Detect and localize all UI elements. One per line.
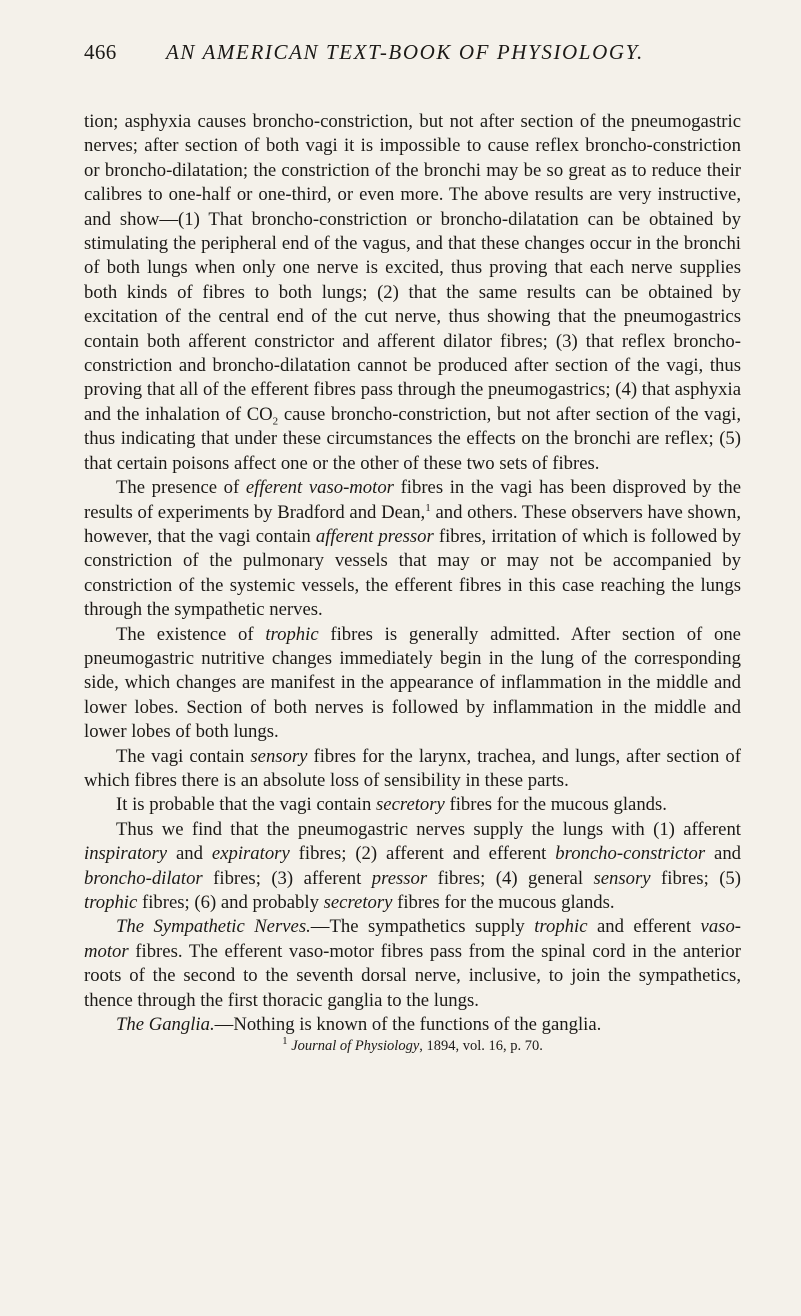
text-run: fibres in the vagi has been disproved by the results of experiments by Bradford and Dean, (84, 477, 741, 523)
page-number: 466 (84, 40, 117, 64)
italic-term: secretory (376, 794, 445, 816)
text-run: fibres. The efferent vaso-motor fibres pass from the spinal cord in the anterior roots of the second to the seventh dorsal nerve, inclusive, to join the sympathetics, thence through the first thoracic ganglia to the lungs. (84, 940, 741, 1011)
italic-term: trophic (84, 892, 138, 913)
text-run: and others. These observers have shown, however, that the vagi contain (84, 501, 742, 547)
running-head (84, 40, 741, 70)
text-run: and (167, 843, 212, 865)
text-run: fibres; (5) (650, 867, 742, 889)
text-run: tion; asphyxia causes broncho-constriction, but not after section of the pneumogastric nerves; after section of both vagi it is impossible to cause reflex broncho-constriction or broncho-dilatation; the constriction of the bronchi may be so great as to reduce their calibres to one-half or one-third, or even more. The above results are very instructive, and show—(1) That broncho-constriction or broncho-dilatation can be obtained by stimulating the peripheral end of the vagus, and that these changes occur in the bronchi of both lungs when only one nerve is excited, thus proving that each nerve supplies both kinds of fibres to both lungs; (2) that the same results can be obtained by excitation of the central end of the cut nerve, thus showing that the pneumogastrics contain both afferent constrictor and afferent dilator fibres; (3) that reflex broncho-constriction and broncho-dilatation cannot be produced after section of the vagi, thus proving that all of the efferent fibres pass through the pneumogastrics; (4) that asphyxia and the inhalation of (84, 111, 741, 425)
running-title: AN AMERICAN TEXT-BOOK OF PHYSIOLOGY. (166, 40, 644, 64)
text-run: CO (246, 403, 273, 425)
italic-term: sensory (593, 867, 651, 889)
italic-term: pressor (371, 867, 428, 889)
text-run: Thus we find that the pneumogastric nerves supply the lungs with (1) afferent (116, 818, 741, 840)
text-run: cause broncho-constriction, but not after section of the vagi, thus indicating that under these circumstances the effects on the bronchi are reflex; (5) that certain poisons affect one or the other of these two sets of fibres. (84, 403, 741, 474)
paragraph-summary (84, 818, 741, 916)
subscript: 2 (272, 415, 279, 428)
section-heading: The Ganglia. (116, 1014, 215, 1036)
paragraph-efferent-vaso-motor (84, 476, 741, 622)
footnote (84, 1037, 741, 1055)
text-run: fibres, irritation of which is followed by constriction of the pulmonary vessels that may or may not be accompanied by constriction of the systemic vessels, the efferent fibres in this case reaching the lungs through the sympathetic nerves. (84, 525, 741, 621)
paragraph-sensory (84, 745, 741, 794)
paragraph-continued (84, 110, 741, 476)
text-run: fibres is generally admitted. After section of one pneumogastric nutritive changes immediately begin in the lung of the corresponding side, which changes are manifest in the appearance of inflammation in the middle and lower lobes. Section of both nerves is followed by inflammation in the middle and lower lobes of both lungs. (84, 623, 741, 743)
text-run: The presence of (116, 477, 246, 499)
text-run: —Nothing is known of the functions of the ganglia. (214, 1014, 602, 1036)
italic-term: trophic (265, 623, 319, 645)
italic-term: afferent pressor (315, 525, 434, 547)
footnote-journal: Journal of Physiology (291, 1038, 420, 1055)
text-run: and (705, 843, 742, 865)
text-run: The existence of (116, 623, 266, 645)
text-run: fibres; (2) afferent and efferent (289, 843, 556, 865)
text-run: fibres for the mucous glands. (444, 794, 667, 816)
text-run: It is probable that the vagi contain (116, 794, 376, 816)
text-run: fibres for the larynx, trachea, and lungs, after section of which fibres there is an absolute loss of sensibility in these parts. (84, 745, 741, 791)
paragraph-secretory (84, 793, 741, 817)
italic-term: broncho-dilator (84, 867, 203, 889)
footnote-citation: , 1894, vol. 16, p. 70. (419, 1038, 543, 1055)
italic-term: inspiratory (84, 843, 168, 865)
italic-term: broncho-constrictor (555, 843, 706, 865)
paragraph-trophic (84, 623, 741, 745)
italic-term: vaso-motor (84, 916, 742, 962)
section-heading: The Sympathetic Nerves. (116, 916, 311, 938)
body-text (84, 110, 741, 1037)
italic-term: trophic (534, 916, 588, 938)
footnote-marker: 1 (282, 1035, 288, 1048)
text-run: and efferent (587, 916, 701, 938)
text-run: fibres; (3) afferent (202, 867, 372, 889)
paragraph-ganglia (84, 1013, 741, 1037)
footnote-ref: 1 (425, 501, 431, 514)
paragraph-sympathetic-nerves (84, 915, 741, 1013)
italic-term: efferent vaso-motor (245, 477, 394, 499)
italic-term: secretory (323, 892, 393, 913)
text-run: fibres; (6) and probably (137, 892, 324, 913)
italic-term: expiratory (211, 843, 290, 865)
text-run: fibres; (4) general (427, 867, 594, 889)
text-run: fibres for the mucous glands. (392, 892, 615, 913)
italic-term: sensory (250, 745, 308, 767)
text-run: —The sympathetics supply (310, 916, 535, 938)
text-run: The vagi contain (116, 745, 251, 767)
